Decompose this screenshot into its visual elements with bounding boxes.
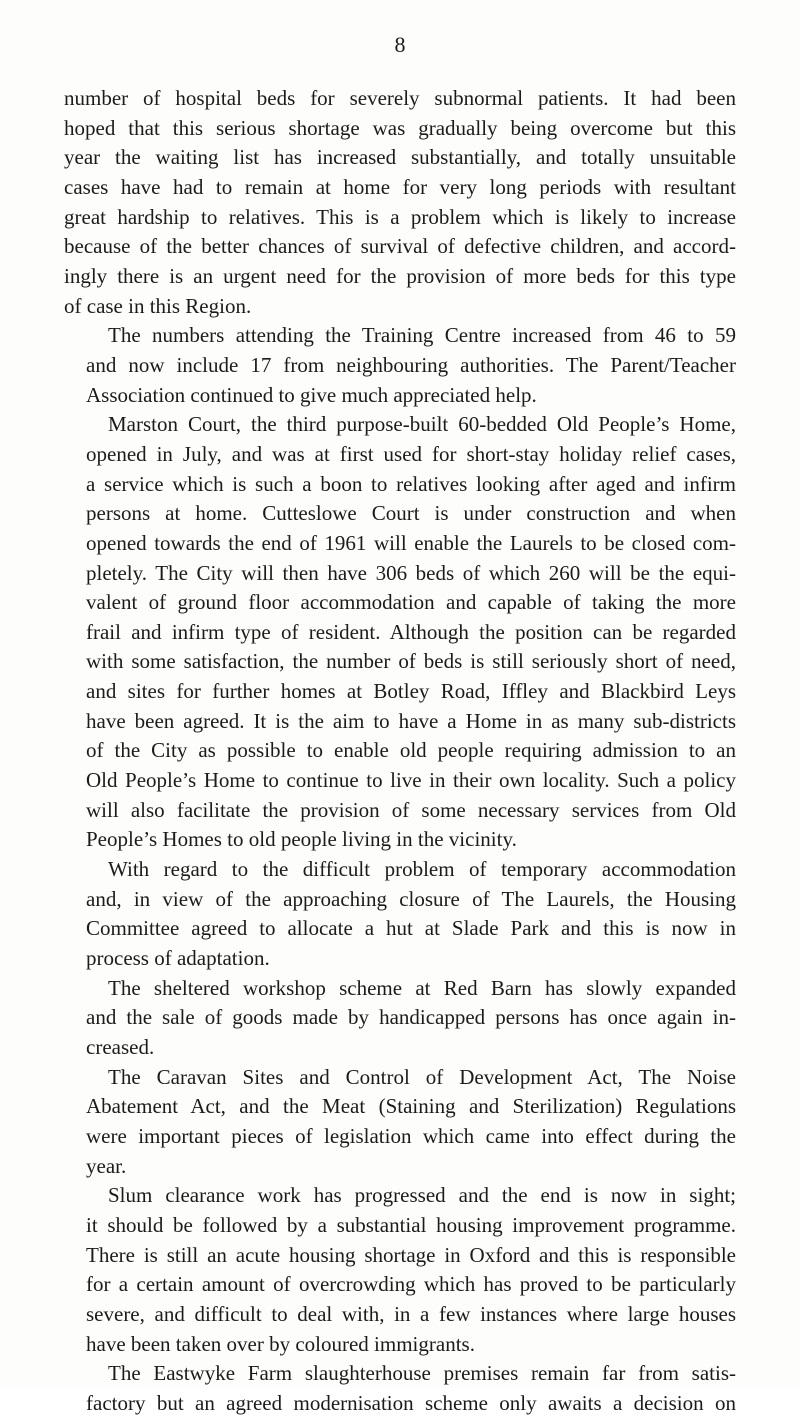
text-line: Abatement Act, and the Meat (Staining and Sterilization) Regulations (86, 1094, 736, 1119)
paragraph (64, 321, 736, 410)
text-line: it should be followed by a substantial housing improvement programme. (86, 1212, 736, 1237)
text-line: will also facilitate the provision of some necessary services from Old (86, 797, 736, 822)
text-line: The numbers attending the Training Centre increased from 46 to 59 (108, 323, 736, 348)
text-line: The Caravan Sites and Control of Development Act, The Noise (108, 1064, 736, 1089)
text-line: for a certain amount of overcrowding which has proved to be particularly (86, 1272, 736, 1297)
text-line: persons at home. Cutteslowe Court is under construction and when (86, 501, 736, 526)
text-line: valent of ground floor accommodation and capable of taking the more (86, 590, 736, 615)
text-line: because of the better chances of survival of defective children, and accord- (64, 234, 736, 259)
text-line: have been taken over by coloured immigrants. (86, 1331, 475, 1356)
text-line: Slum clearance work has progressed and the end is now in sight; (108, 1183, 736, 1208)
text-line: opened towards the end of 1961 will enable the Laurels to be closed com- (86, 530, 736, 555)
text-line: hoped that this serious shortage was gradually being overcome but this (64, 115, 736, 140)
text-line: pletely. The City will then have 306 beds of which 260 will be the equi- (86, 560, 736, 585)
paragraph (64, 410, 736, 855)
paragraph (64, 1359, 736, 1418)
page-number: 8 (394, 32, 406, 57)
text-line: and sites for further homes at Botley Road, Iffley and Blackbird Leys (86, 679, 736, 704)
text-line: The sheltered workshop scheme at Red Barn has slowly expanded (108, 975, 736, 1000)
text-line: were important pieces of legislation which came into effect during the (86, 1123, 736, 1148)
paragraph (64, 1063, 736, 1182)
paragraph (64, 974, 736, 1063)
paragraph (64, 855, 736, 974)
text-line: Committee agreed to allocate a hut at Slade Park and this is now in (86, 916, 736, 941)
text-line: and the sale of goods made by handicapped persons has once again in- (86, 1005, 736, 1030)
text-line: of the City as possible to enable old people requiring admission to an (86, 738, 736, 763)
text-line: a service which is such a boon to relatives looking after aged and infirm (86, 471, 736, 496)
text-line: with some satisfaction, the number of beds is still seriously short of need, (86, 649, 736, 674)
body-text (64, 84, 736, 1419)
text-line: and now include 17 from neighbouring authorities. The Parent/Teacher (86, 352, 736, 377)
text-line: of case in this Region. (64, 293, 252, 318)
text-line: With regard to the difficult problem of temporary accommodation (108, 857, 736, 882)
text-line: have been agreed. It is the aim to have a Home in as many sub-districts (86, 708, 736, 733)
text-line: process of adaptation. (86, 946, 270, 971)
text-line: and, in view of the approaching closure of The Laurels, the Housing (86, 886, 736, 911)
text-line: The Eastwyke Farm slaughterhouse premises remain far from satis- (108, 1361, 736, 1386)
text-line: number of hospital beds for severely subnormal patients. It had been (64, 86, 736, 110)
text-line: Marston Court, the third purpose-built 60-bedded Old People’s Home, (108, 412, 736, 437)
text-line: great hardship to relatives. This is a problem which is likely to increase (64, 204, 736, 229)
text-line: year the waiting list has increased substantially, and totally unsuitable (64, 145, 736, 170)
text-line: frail and infirm type of resident. Although the position can be regarded (86, 619, 736, 644)
text-line: opened in July, and was at first used for short-stay holiday relief cases, (86, 441, 736, 466)
text-line: year. (86, 1153, 127, 1178)
text-line: severe, and difficult to deal with, in a few instances where large houses (86, 1301, 736, 1326)
text-line: factory but an agreed modernisation scheme only awaits a decision on (86, 1390, 736, 1415)
text-line: Old People’s Home to continue to live in their own locality. Such a policy (86, 768, 736, 793)
text-line: Association continued to give much appreciated help. (86, 382, 537, 407)
text-line: There is still an acute housing shortage in Oxford and this is responsible (86, 1242, 736, 1267)
text-line: creased. (86, 1035, 155, 1059)
text-line: People’s Homes to old people living in the vicinity. (86, 827, 517, 852)
text-line: ingly there is an urgent need for the provision of more beds for this type (64, 263, 736, 288)
paragraph (64, 1181, 736, 1359)
text-line: cases have had to remain at home for very long periods with resultant (64, 174, 736, 199)
paragraph (64, 84, 736, 321)
